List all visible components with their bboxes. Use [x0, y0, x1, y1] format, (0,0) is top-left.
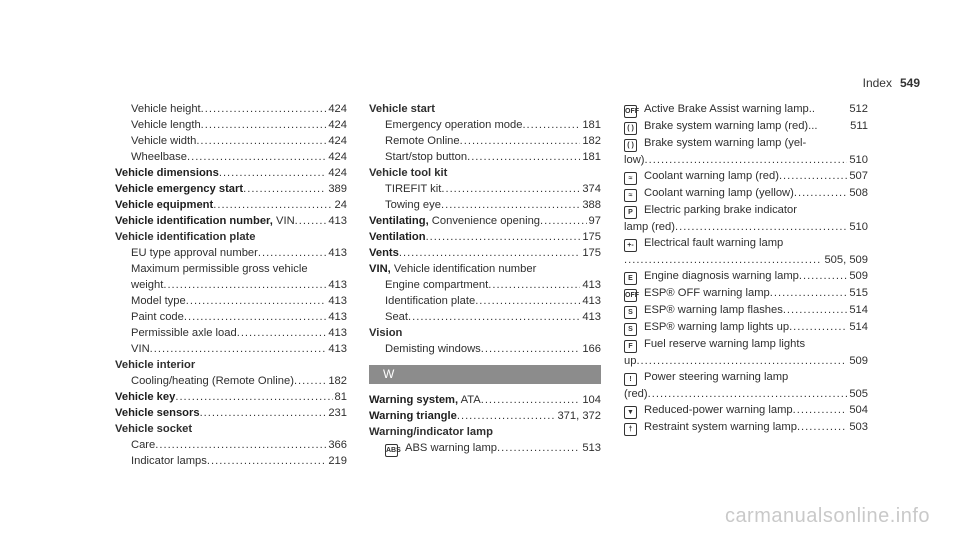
page-reference: 424 [328, 167, 347, 179]
index-entry [624, 152, 868, 168]
index-entry [369, 213, 601, 229]
entry-text: low) [624, 154, 645, 166]
index-entry [369, 133, 601, 149]
entry-text: Vehicle length [131, 119, 201, 131]
entry-label [131, 293, 186, 309]
dot-leader [770, 285, 848, 302]
page-reference: 182 [582, 135, 601, 147]
entry-label [115, 181, 243, 197]
entry-label [385, 277, 488, 293]
entry-label [131, 453, 207, 469]
page-reference: 424 [328, 103, 347, 115]
dot-leader [648, 386, 848, 402]
entry-label [131, 245, 258, 261]
index-entry [115, 453, 347, 469]
index-entry [369, 245, 601, 261]
entry-label [624, 168, 779, 185]
entry-text: Restraint system warning lamp [644, 421, 797, 433]
entry-label [369, 392, 481, 408]
entry-text: Emergency operation mode [385, 119, 523, 131]
dot-leader [488, 277, 580, 293]
entry-text: Cooling/heating (Remote Online) [131, 375, 294, 387]
entry-label [131, 373, 294, 389]
dot-leader [187, 149, 326, 165]
dot-leader [408, 309, 580, 325]
index-entry [624, 353, 868, 369]
page-reference: 413 [582, 279, 601, 291]
page-reference: 413 [328, 295, 347, 307]
page-reference: 175 [582, 247, 601, 259]
entry-label [624, 353, 636, 369]
entry-text: Warning system, [369, 394, 459, 406]
entry-label [624, 101, 815, 118]
esp-icon: S [624, 323, 637, 336]
page-reference: 181 [582, 119, 601, 131]
index-entry [624, 402, 868, 419]
index-entry [115, 117, 347, 133]
index-entry [369, 197, 601, 213]
entry-label [624, 118, 817, 135]
entry-text: Care [131, 439, 156, 451]
esp-icon: S [624, 306, 637, 319]
dot-leader [645, 152, 848, 168]
entry-text: Brake system warning lamp (yel- [644, 137, 807, 149]
index-entry-line [115, 261, 347, 277]
entry-label [131, 149, 187, 165]
entry-text: Coolant warning lamp (red) [644, 170, 779, 182]
index-entry [624, 185, 868, 202]
entry-subtext: Convenience opening [431, 215, 541, 227]
reduced-power-icon: ▼ [624, 406, 637, 419]
entry-text: Power steering warning lamp [644, 371, 789, 383]
entry-label [385, 309, 408, 325]
dot-leader [441, 197, 580, 213]
dot-leader [201, 101, 327, 117]
dot-leader [794, 185, 847, 202]
entry-label [624, 419, 797, 436]
entry-text: Permissible axle load [131, 327, 237, 339]
index-entry [115, 341, 347, 357]
dot-leader [426, 229, 581, 245]
entry-text: Vehicle identification number, [115, 215, 273, 227]
index-heading: Vehicle start [369, 103, 435, 115]
entry-subtext: VIN [276, 215, 295, 227]
entry-label [115, 165, 219, 181]
entry-text: ESP® warning lamp lights up [644, 321, 790, 333]
page-reference: 513 [582, 442, 601, 454]
battery-icon: +- [624, 239, 637, 252]
dot-leader [200, 405, 327, 421]
index-entry [115, 373, 347, 389]
entry-text: Fuel reserve warning lamp lights [644, 338, 806, 350]
entry-text: Vehicle key [115, 391, 176, 403]
dot-leader [399, 245, 580, 261]
index-entry [369, 293, 601, 309]
abs-icon: ABS [385, 444, 398, 457]
entry-text: TIREFIT kit [385, 183, 442, 195]
dot-leader [624, 252, 822, 268]
index-heading: Vehicle identification plate [115, 231, 256, 243]
entry-label [624, 285, 770, 302]
entry-text: Brake system warning lamp (red)... [644, 120, 818, 132]
entry-label [624, 402, 793, 419]
index-heading: Vehicle interior [115, 359, 196, 371]
entry-subtext: Vehicle identification number [393, 263, 537, 275]
entry-text: Vents [369, 247, 399, 259]
page-reference: 413 [328, 279, 347, 291]
dot-leader [460, 133, 581, 149]
esp-off-icon: OFF [624, 289, 637, 302]
entry-text: ESP® OFF warning lamp [644, 287, 770, 299]
index-entry [369, 277, 601, 293]
entry-text: Engine compartment [385, 279, 489, 291]
index-heading: Warning/indicator lamp [369, 426, 493, 438]
entry-text: Active Brake Assist warning lamp.. [644, 103, 815, 115]
entry-label [385, 341, 481, 357]
entry-text: lamp (red) [624, 221, 675, 233]
entry-text: ESP® warning lamp flashes [644, 304, 783, 316]
entry-label [131, 309, 184, 325]
entry-text: Wheelbase [131, 151, 187, 163]
index-entry [369, 341, 601, 357]
entry-text: (red) [624, 388, 648, 400]
index-entry [115, 437, 347, 453]
dot-leader [779, 168, 847, 185]
index-entry [115, 277, 347, 293]
dot-leader [219, 165, 326, 181]
index-entry [624, 268, 868, 285]
entry-text: ABS warning lamp [405, 442, 498, 454]
entry-label [131, 341, 150, 357]
entry-text: Vehicle height [131, 103, 201, 115]
dot-leader [150, 341, 327, 357]
page-reference: 503 [849, 421, 868, 433]
index-entry [115, 149, 347, 165]
index-entry [115, 325, 347, 341]
restraint-icon: † [624, 423, 637, 436]
page-reference: 510 [849, 154, 868, 166]
index-entry [115, 133, 347, 149]
entry-label [369, 408, 457, 424]
dot-leader [457, 408, 556, 424]
entry-label [624, 386, 648, 402]
index-entry [624, 101, 868, 118]
index-entry [115, 293, 347, 309]
dot-leader [497, 440, 580, 457]
entry-label [385, 181, 441, 197]
engine-icon: E [624, 272, 637, 285]
page-reference: 413 [328, 327, 347, 339]
page-reference: 424 [328, 135, 347, 147]
index-entry [369, 261, 601, 277]
dot-leader [243, 181, 326, 197]
index-entry [369, 117, 601, 133]
entry-label [369, 261, 536, 277]
entry-label [385, 117, 522, 133]
index-entry-line [624, 202, 868, 219]
entry-text: Vehicle equipment [115, 199, 214, 211]
entry-label [131, 277, 163, 293]
page-reference: 413 [582, 295, 601, 307]
page-reference: 104 [582, 394, 601, 406]
page-reference: 509 [849, 355, 868, 367]
dot-leader [475, 293, 580, 309]
dot-leader [799, 268, 847, 285]
index-entry [369, 309, 601, 325]
dot-leader [213, 197, 332, 213]
entry-label [115, 213, 295, 229]
page-reference: 231 [328, 407, 347, 419]
page-reference: 424 [328, 151, 347, 163]
page-reference: 413 [582, 311, 601, 323]
entry-text: VIN, [369, 263, 391, 275]
dot-leader [793, 402, 848, 419]
index-entry [115, 245, 347, 261]
dot-leader [201, 117, 327, 133]
entry-label [624, 302, 783, 319]
page-reference: 514 [849, 321, 868, 333]
page-number: 549 [899, 76, 920, 90]
dot-leader [186, 293, 327, 309]
index-entry [115, 101, 347, 117]
dot-leader [258, 245, 326, 261]
entry-text: Remote Online [385, 135, 460, 147]
entry-label [369, 245, 399, 261]
entry-label [115, 389, 175, 405]
index-entry [115, 197, 347, 213]
index-entry-line [624, 369, 868, 386]
entry-label [385, 133, 460, 149]
entry-label [624, 319, 789, 336]
entry-text: Identification plate [385, 295, 476, 307]
power-steering-icon: ! [624, 373, 637, 386]
dot-leader [295, 213, 327, 229]
page-reference: 505, 509 [824, 254, 868, 266]
dot-leader [789, 319, 847, 336]
entry-label [115, 405, 200, 421]
page-reference: 505 [849, 388, 868, 400]
entry-text: Vehicle width [131, 135, 197, 147]
entry-text: Indicator lamps [131, 455, 207, 467]
entry-label [131, 117, 201, 133]
page-reference: 509 [849, 270, 868, 282]
entry-label [115, 197, 213, 213]
dot-leader [441, 181, 580, 197]
entry-text: Vehicle dimensions [115, 167, 219, 179]
entry-label [385, 440, 497, 457]
page-reference: 219 [328, 455, 347, 467]
page-reference: 366 [328, 439, 347, 451]
dot-leader [481, 392, 581, 408]
page-reference: 515 [849, 287, 868, 299]
index-entry [115, 213, 347, 229]
entry-text: Ventilation [369, 231, 426, 243]
entry-text: Seat [385, 311, 409, 323]
page-reference: 514 [849, 304, 868, 316]
page-reference: 413 [328, 343, 347, 355]
entry-text: Electrical fault warning lamp [644, 237, 784, 249]
entry-text: Reduced-power warning lamp [644, 404, 793, 416]
page-reference: 511 [850, 120, 868, 132]
index-entry [369, 392, 601, 408]
index-entry [115, 405, 347, 421]
entry-text: Ventilating, [369, 215, 429, 227]
coolant-icon: ≈ [624, 189, 637, 202]
entry-label [131, 101, 201, 117]
index-entry [624, 285, 868, 302]
dot-leader [540, 213, 587, 229]
index-entry [624, 319, 868, 336]
index-heading: Vehicle tool kit [369, 167, 448, 179]
index-title: Index [862, 76, 892, 90]
dot-leader [481, 341, 581, 357]
entry-text: Coolant warning lamp (yellow) [644, 187, 794, 199]
entry-label [131, 133, 196, 149]
index-entry [115, 165, 347, 181]
index-entry [115, 181, 347, 197]
page-reference: 510 [849, 221, 868, 233]
dot-leader [467, 149, 580, 165]
dot-leader [196, 133, 326, 149]
dot-leader [207, 453, 326, 469]
entry-text: VIN [131, 343, 150, 355]
dot-leader [522, 117, 580, 133]
entry-text: Paint code [131, 311, 184, 323]
dot-leader [294, 373, 326, 389]
page-reference: 389 [328, 183, 347, 195]
page-reference: 175 [582, 231, 601, 243]
page-reference: 413 [328, 215, 347, 227]
page-reference: 182 [328, 375, 347, 387]
page-reference: 374 [582, 183, 601, 195]
index-entry [624, 118, 868, 135]
index-entry [115, 309, 347, 325]
entry-text: Start/stop button [385, 151, 468, 163]
dot-leader [175, 389, 332, 405]
index-entry-line [624, 235, 868, 252]
page-reference: 504 [849, 404, 868, 416]
page-reference: 512 [849, 103, 868, 115]
active-brake-assist-off-icon: OFF [624, 105, 637, 118]
index-entry [369, 440, 601, 457]
page-reference: 413 [328, 311, 347, 323]
index-entry [624, 219, 868, 235]
page-header [863, 76, 920, 90]
page-reference: 81 [334, 391, 347, 403]
index-heading: Vision [369, 327, 403, 339]
entry-text: Electric parking brake indicator [644, 204, 797, 216]
entry-text: Towing eye [385, 199, 441, 211]
page-reference: 166 [582, 343, 601, 355]
coolant-icon: ≈ [624, 172, 637, 185]
page-reference: 507 [849, 170, 868, 182]
entry-text: Engine diagnosis warning lamp [644, 270, 799, 282]
index-entry-line [624, 336, 868, 353]
page-reference: 508 [849, 187, 868, 199]
entry-text: EU type approval number [131, 247, 258, 259]
index-column-2 [369, 101, 601, 457]
index-entry [369, 149, 601, 165]
entry-text: Model type [131, 295, 186, 307]
entry-label [369, 213, 540, 229]
index-entry [115, 389, 347, 405]
index-entry [624, 419, 868, 436]
brake-icon: ( ) [624, 139, 637, 152]
entry-text: Maximum permissible gross vehicle [131, 263, 308, 275]
index-entry [369, 229, 601, 245]
entry-label [624, 268, 799, 285]
parking-brake-icon: P [624, 206, 637, 219]
index-entry [624, 386, 868, 402]
page-reference: 388 [582, 199, 601, 211]
entry-label [385, 197, 441, 213]
page-reference: 413 [328, 247, 347, 259]
dot-leader [155, 437, 326, 453]
page-reference: 371, 372 [557, 410, 601, 422]
dot-leader [636, 353, 847, 369]
entry-text: up [624, 355, 637, 367]
fuel-icon: F [624, 340, 637, 353]
dot-leader [797, 419, 847, 436]
index-entry [624, 252, 868, 268]
entry-label [385, 149, 467, 165]
dot-leader [675, 219, 847, 235]
entry-label [131, 437, 155, 453]
entry-label [131, 325, 237, 341]
index-heading: Vehicle socket [115, 423, 193, 435]
entry-text: Vehicle sensors [115, 407, 200, 419]
entry-label [624, 219, 675, 235]
page-reference: 97 [588, 215, 601, 227]
page-reference: 24 [334, 199, 347, 211]
index-entry [624, 168, 868, 185]
page-reference: 424 [328, 119, 347, 131]
entry-label [624, 185, 794, 202]
dot-leader [237, 325, 327, 341]
entry-label [369, 229, 426, 245]
entry-label [624, 152, 645, 168]
index-column-1 [115, 101, 347, 469]
index-entry [624, 302, 868, 319]
section-header: W [369, 365, 601, 384]
entry-text: Vehicle emergency start [115, 183, 244, 195]
dot-leader [783, 302, 848, 319]
index-column-3 [624, 101, 868, 436]
dot-leader [163, 277, 326, 293]
entry-label [385, 293, 475, 309]
index-entry-line [624, 135, 868, 152]
dot-leader [184, 309, 326, 325]
brake-icon: ( ) [624, 122, 637, 135]
index-entry [369, 408, 601, 424]
entry-text: Warning triangle [369, 410, 457, 422]
entry-text: weight [131, 279, 164, 291]
entry-subtext: ATA [460, 394, 481, 406]
page-reference: 181 [582, 151, 601, 163]
entry-text: Demisting windows [385, 343, 481, 355]
watermark: carmanualsonline.info [724, 505, 930, 527]
index-entry [369, 181, 601, 197]
